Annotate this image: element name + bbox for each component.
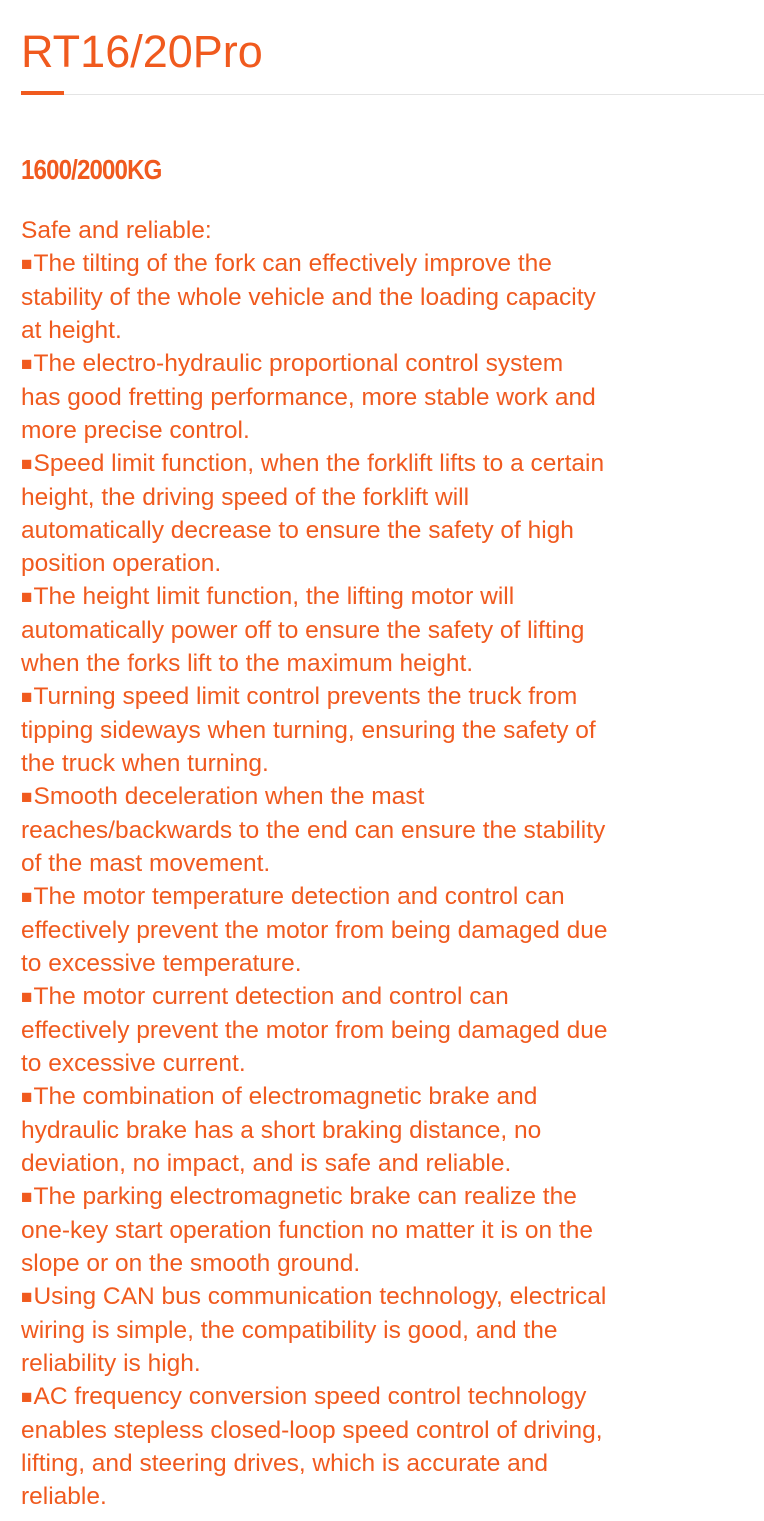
feature-line xyxy=(21,980,751,1014)
feature-item-brake-combination xyxy=(21,1080,751,1180)
feature-line xyxy=(21,1047,751,1080)
feature-text: height, the driving speed of the forklift will xyxy=(21,484,470,511)
feature-line xyxy=(21,1480,751,1513)
feature-line xyxy=(21,1447,751,1480)
feature-text: The electro-hydraulic proportional control system xyxy=(33,350,564,377)
feature-text: enables stepless closed-loop speed control of driving, xyxy=(21,1417,603,1444)
feature-line xyxy=(21,414,751,447)
feature-line xyxy=(21,347,751,381)
square-bullet-icon: ■ xyxy=(21,454,33,475)
feature-line xyxy=(21,680,751,714)
feature-line xyxy=(21,1380,751,1414)
feature-text: to excessive temperature. xyxy=(21,950,302,977)
square-bullet-icon: ■ xyxy=(21,887,33,908)
feature-text: The motor temperature detection and control can xyxy=(33,883,565,910)
feature-text: reliable. xyxy=(21,1483,107,1510)
feature-text: more precise control. xyxy=(21,417,250,444)
feature-text: The parking electromagnetic brake can realize the xyxy=(33,1183,577,1210)
feature-item-fork-tilt xyxy=(21,247,751,347)
feature-item-parking-brake xyxy=(21,1180,751,1280)
feature-text: Using CAN bus communication technology, electrical xyxy=(33,1283,607,1310)
feature-text: has good fretting performance, more stable work and xyxy=(21,384,596,411)
feature-line xyxy=(21,614,751,647)
feature-line xyxy=(21,381,751,414)
feature-line xyxy=(21,1014,751,1047)
feature-line xyxy=(21,714,751,747)
feature-text: AC frequency conversion speed control technology xyxy=(33,1383,587,1410)
feature-line xyxy=(21,647,751,680)
feature-text: automatically power off to ensure the safety of lifting xyxy=(21,617,585,644)
description-body xyxy=(21,214,751,1513)
feature-line xyxy=(21,1347,751,1380)
feature-text: automatically decrease to ensure the safety of high xyxy=(21,517,574,544)
feature-line xyxy=(21,314,751,347)
feature-line xyxy=(21,1114,751,1147)
feature-text: at height. xyxy=(21,317,122,344)
feature-text: when the forks lift to the maximum height. xyxy=(21,650,474,677)
feature-line xyxy=(21,547,751,580)
feature-line xyxy=(21,447,751,481)
capacity-heading: 1600/2000KG xyxy=(21,154,162,185)
feature-line xyxy=(21,247,751,281)
feature-text: of the mast movement. xyxy=(21,850,271,877)
feature-text: tipping sideways when turning, ensuring the safety of xyxy=(21,717,596,744)
square-bullet-icon: ■ xyxy=(21,587,33,608)
square-bullet-icon: ■ xyxy=(21,354,33,375)
feature-item-can-bus xyxy=(21,1280,751,1380)
feature-line xyxy=(21,1147,751,1180)
feature-text: stability of the whole vehicle and the loading capacity xyxy=(21,284,596,311)
feature-line xyxy=(21,880,751,914)
title-divider xyxy=(21,94,764,95)
feature-line xyxy=(21,1280,751,1314)
feature-item-ac-frequency-control xyxy=(21,1380,751,1513)
square-bullet-icon: ■ xyxy=(21,1087,33,1108)
feature-item-motor-current xyxy=(21,980,751,1080)
square-bullet-icon: ■ xyxy=(21,1287,33,1308)
feature-text: The combination of electromagnetic brake and xyxy=(33,1083,538,1110)
feature-line xyxy=(21,847,751,880)
feature-item-turning-speed-limit xyxy=(21,680,751,780)
square-bullet-icon: ■ xyxy=(21,787,33,808)
square-bullet-icon: ■ xyxy=(21,1387,33,1408)
title-accent-bar xyxy=(21,91,64,95)
feature-text: reliability is high. xyxy=(21,1350,201,1377)
feature-text: effectively prevent the motor from being damaged due xyxy=(21,1017,608,1044)
feature-text: reaches/backwards to the end can ensure the stability xyxy=(21,817,606,844)
feature-text: effectively prevent the motor from being damaged due xyxy=(21,917,608,944)
feature-text: wiring is simple, the compatibility is good, and the xyxy=(21,1317,558,1344)
intro-text: Safe and reliable: xyxy=(21,217,212,244)
feature-text: slope or on the smooth ground. xyxy=(21,1250,361,1277)
feature-line xyxy=(21,281,751,314)
square-bullet-icon: ■ xyxy=(21,687,33,708)
feature-item-smooth-deceleration xyxy=(21,780,751,880)
feature-text: Smooth deceleration when the mast xyxy=(33,783,425,810)
feature-text: deviation, no impact, and is safe and reliable. xyxy=(21,1150,512,1177)
feature-line xyxy=(21,1314,751,1347)
square-bullet-icon: ■ xyxy=(21,987,33,1008)
feature-line xyxy=(21,1214,751,1247)
feature-text: The motor current detection and control can xyxy=(33,983,509,1010)
feature-text: Turning speed limit control prevents the truck from xyxy=(33,683,578,710)
feature-line xyxy=(21,780,751,814)
feature-line xyxy=(21,1414,751,1447)
feature-text: the truck when turning. xyxy=(21,750,269,777)
square-bullet-icon: ■ xyxy=(21,1187,33,1208)
feature-text: Speed limit function, when the forklift lifts to a certain xyxy=(33,450,605,477)
feature-line xyxy=(21,481,751,514)
feature-line xyxy=(21,814,751,847)
feature-line xyxy=(21,1180,751,1214)
feature-text: The tilting of the fork can effectively improve the xyxy=(33,250,552,277)
feature-line xyxy=(21,747,751,780)
feature-line xyxy=(21,580,751,614)
feature-line xyxy=(21,514,751,547)
feature-item-speed-limit xyxy=(21,447,751,580)
feature-text: The height limit function, the lifting motor will xyxy=(33,583,515,610)
square-bullet-icon: ■ xyxy=(21,254,33,275)
feature-text: one-key start operation function no matter it is on the xyxy=(21,1217,593,1244)
feature-line xyxy=(21,947,751,980)
feature-item-height-limit xyxy=(21,580,751,680)
feature-text: lifting, and steering drives, which is accurate and xyxy=(21,1450,549,1477)
feature-line xyxy=(21,914,751,947)
feature-line xyxy=(21,1247,751,1280)
feature-text: hydraulic brake has a short braking distance, no xyxy=(21,1117,542,1144)
feature-item-proportional-control xyxy=(21,347,751,447)
feature-text: to excessive current. xyxy=(21,1050,246,1077)
feature-list xyxy=(21,247,751,1513)
feature-item-motor-temperature xyxy=(21,880,751,980)
feature-line xyxy=(21,1080,751,1114)
page-title: RT16/20Pro xyxy=(21,26,263,77)
feature-text: position operation. xyxy=(21,550,222,577)
